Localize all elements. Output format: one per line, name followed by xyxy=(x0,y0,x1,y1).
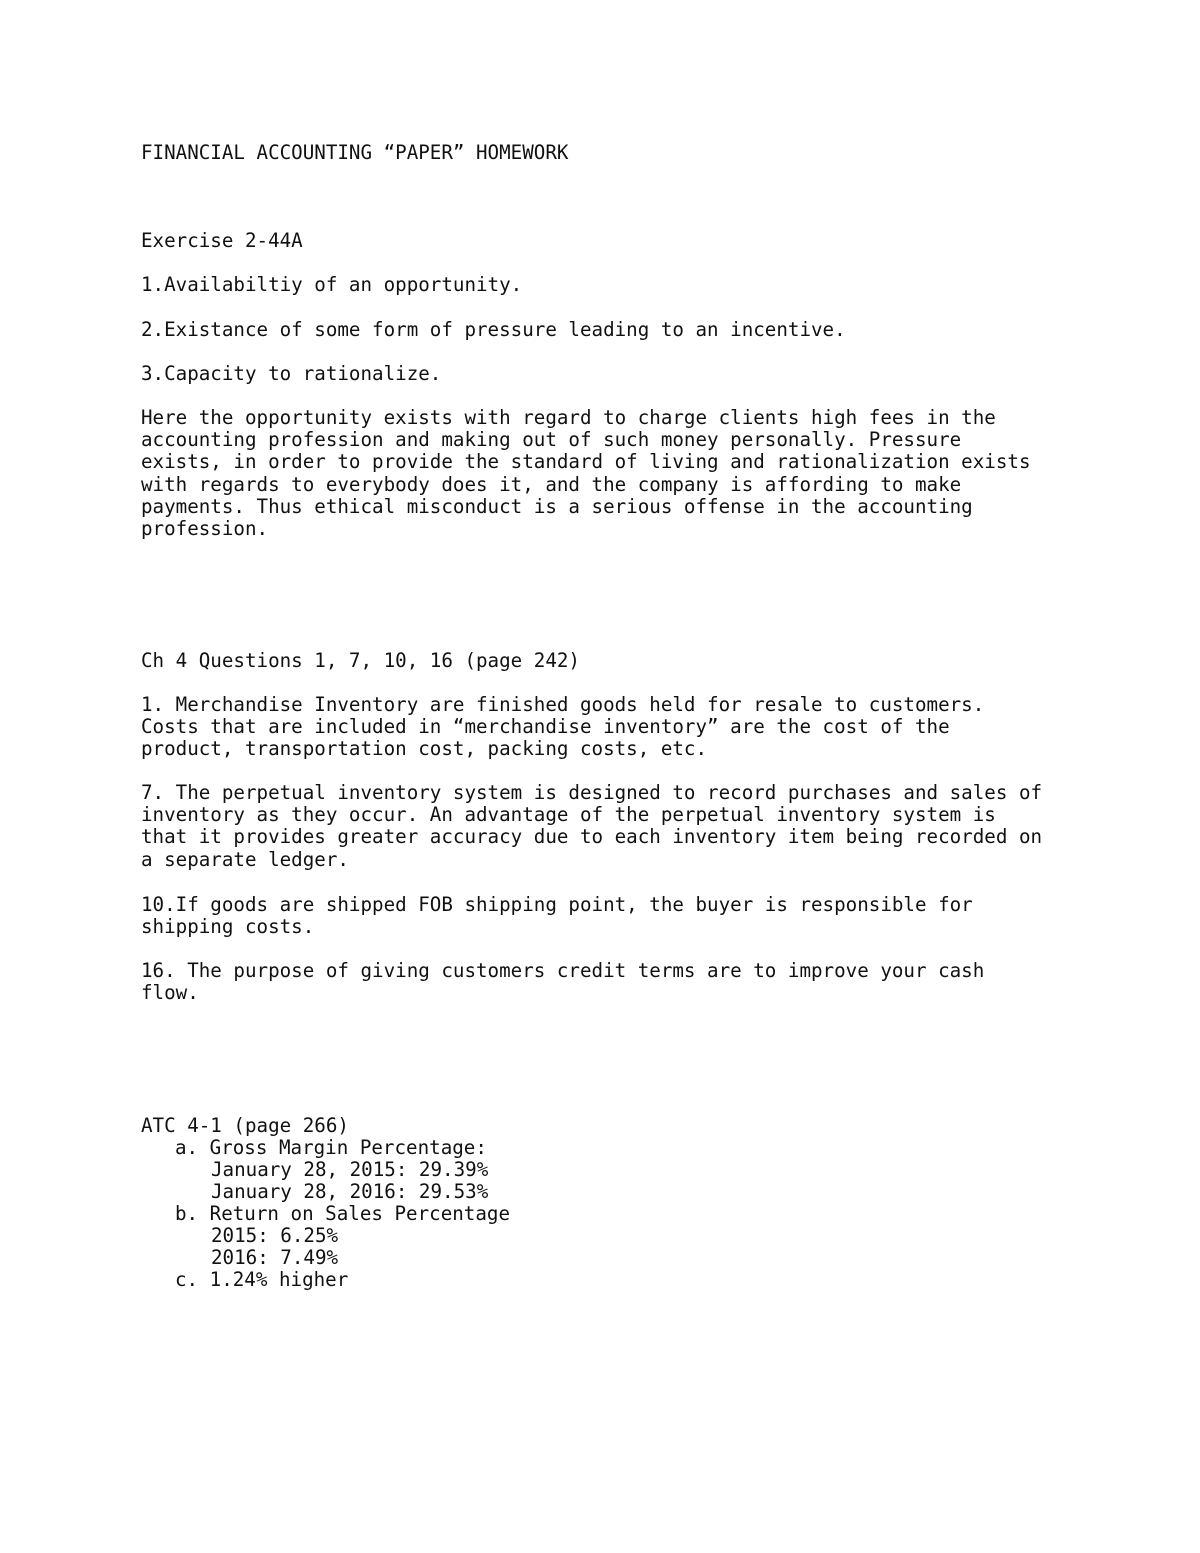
answer-line: flow. xyxy=(141,981,199,1005)
answer-line: 7. The perpetual inventory system is designed to record purchases and sales of xyxy=(141,781,1043,804)
answer-line: 1. Merchandise Inventory are finished goods held for resale to customers. xyxy=(141,693,985,716)
chapter4-answer-1 xyxy=(141,694,984,761)
atc-item-b-value-2016: 2016: 7.49% xyxy=(211,1246,339,1269)
exercise-heading: Exercise 2-44A xyxy=(141,229,303,252)
atc-item-c-label: c. 1.24% higher xyxy=(175,1268,349,1291)
paragraph-line: with regards to everybody does it, and the company is affording to make xyxy=(141,472,962,496)
answer-line: Costs that are included in “merchandise inventory” are the cost of the xyxy=(141,715,950,739)
answer-line: a separate ledger. xyxy=(141,847,349,871)
answer-line: product, transportation cost, packing costs, etc. xyxy=(141,737,708,761)
exercise-paragraph xyxy=(141,407,1031,540)
atc-item-a-value-2016: January 28, 2016: 29.53% xyxy=(211,1180,489,1203)
chapter4-answer-16 xyxy=(141,960,984,1004)
answer-line: 10.If goods are shipped FOB shipping point, the buyer is responsible for xyxy=(141,893,973,916)
atc-item-a-label: a. Gross Margin Percentage: xyxy=(175,1136,487,1159)
chapter4-answer-10 xyxy=(141,894,973,938)
paragraph-line: profession. xyxy=(141,517,269,541)
answer-line: 16. The purpose of giving customers credit terms are to improve your cash xyxy=(141,959,985,982)
atc-item-b-value-2015: 2015: 6.25% xyxy=(211,1224,339,1247)
answer-line: inventory as they occur. An advantage of the perpetual inventory system is xyxy=(141,803,996,827)
exercise-item-2: 2.Existance of some form of pressure leading to an incentive. xyxy=(141,318,846,341)
exercise-item-1: 1.Availabiltiy of an opportunity. xyxy=(141,273,523,296)
paragraph-line: accounting profession and making out of such money personally. Pressure xyxy=(141,428,962,452)
answer-line: shipping costs. xyxy=(141,915,315,939)
document-title: FINANCIAL ACCOUNTING “PAPER” HOMEWORK xyxy=(141,141,569,164)
atc-item-b-label: b. Return on Sales Percentage xyxy=(175,1202,511,1225)
answer-line: that it provides greater accuracy due to each inventory item being recorded on xyxy=(141,825,1043,849)
atc-heading: ATC 4-1 (page 266) xyxy=(141,1114,349,1137)
paragraph-line: exists, in order to provide the standard of living and rationalization exists xyxy=(141,450,1031,474)
paragraph-line: Here the opportunity exists with regard to charge clients high fees in the xyxy=(141,406,996,429)
chapter4-heading: Ch 4 Questions 1, 7, 10, 16 (page 242) xyxy=(141,649,580,672)
exercise-item-3: 3.Capacity to rationalize. xyxy=(141,362,442,385)
paragraph-line: payments. Thus ethical misconduct is a serious offense in the accounting xyxy=(141,494,973,518)
atc-item-a-value-2015: January 28, 2015: 29.39% xyxy=(211,1158,489,1181)
chapter4-answer-7 xyxy=(141,782,1042,871)
